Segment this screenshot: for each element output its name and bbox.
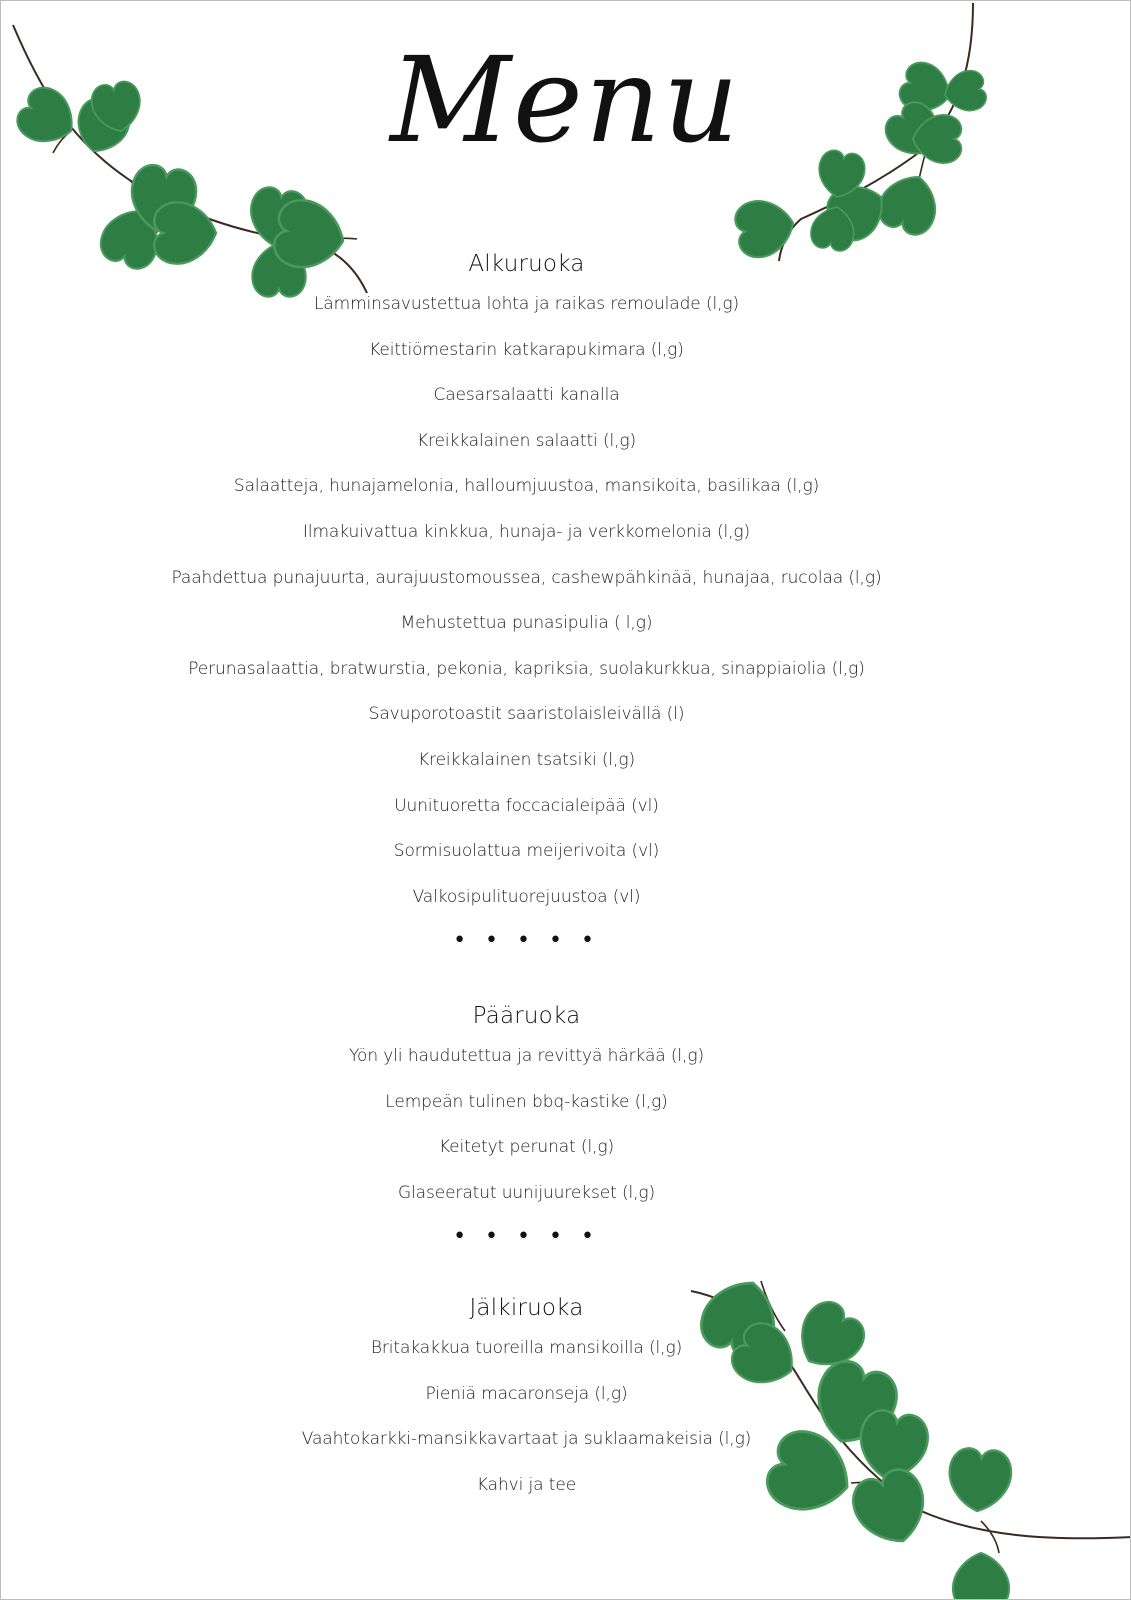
section-heading: Alkuruoka (468, 251, 585, 277)
section-separator: • • • • • (453, 928, 600, 954)
section-heading: Pääruoka (472, 1003, 581, 1029)
section-jalkiruoka (1, 1293, 1052, 1519)
menu-item: Yön yli haudutettua ja revittyä härkää (l,g) (349, 1046, 704, 1066)
menu-item: Uunituoretta foccacialeipää (vl) (394, 795, 659, 816)
menu-item: Keittiömestarin katkarapukimara (l,g) (369, 339, 684, 360)
section-alkuruoka (1, 249, 1052, 961)
menu-item: Kreikkalainen salaatti (l,g) (416, 430, 637, 451)
item-list (1, 1045, 1052, 1227)
menu-item: Kreikkalainen tsatsiki (l,g) (418, 749, 635, 770)
menu-item: Mehustettua punasipulia ( l,g) (400, 613, 653, 634)
menu-title: Menu (390, 31, 741, 169)
menu-item: Savuporotoastit saaristolaisleivällä (l) (368, 704, 685, 725)
menu-item: Lempeän tulinen bbq-kastike (l,g) (385, 1091, 668, 1112)
section-separator: • • • • • (453, 1224, 600, 1250)
item-list (1, 1337, 1052, 1519)
menu-item: Britakakkua tuoreilla mansikoilla (l,g) (370, 1338, 683, 1358)
menu-item: Perunasalaattia, bratwurstia, pekonia, kapriksia, suolakurkkua, sinappiaiolia (l,g) (188, 658, 865, 679)
menu-item: Kahvi ja tee (476, 1474, 577, 1495)
section-heading: Jälkiruoka (469, 1295, 584, 1321)
menu-item: Sormisuolattua meijerivoita (vl) (393, 841, 660, 862)
item-list (1, 293, 1052, 931)
menu-item: Lämminsavustettua lohta ja raikas remoulade (l,g) (313, 294, 740, 314)
menu-item: Salaatteja, hunajamelonia, halloumjuustoa, mansikoita, basilikaa (l,g) (233, 476, 820, 497)
menu-item: Pieniä macaronseja (l,g) (425, 1383, 628, 1404)
section-paaruoka (1, 1001, 1052, 1257)
menu-item: Caesarsalaatti kanalla (433, 385, 620, 406)
menu-item: Vaahtokarkki-mansikkavartaat ja suklaamakeisia (l,g) (301, 1429, 752, 1450)
menu-item: Glaseeratut uunijuurekset (l,g) (397, 1182, 656, 1203)
menu-item: Valkosipulituorejuustoa (vl) (412, 886, 641, 907)
menu-item: Paahdettua punajuurta, aurajuustomoussea, cashewpähkinää, hunajaa, rucolaa (l,g) (171, 567, 882, 588)
menu-item: Keitetyt perunat (l,g) (438, 1137, 615, 1158)
menu-item: Ilmakuivattua kinkkua, hunaja- ja verkkomelonia (l,g) (302, 521, 751, 542)
